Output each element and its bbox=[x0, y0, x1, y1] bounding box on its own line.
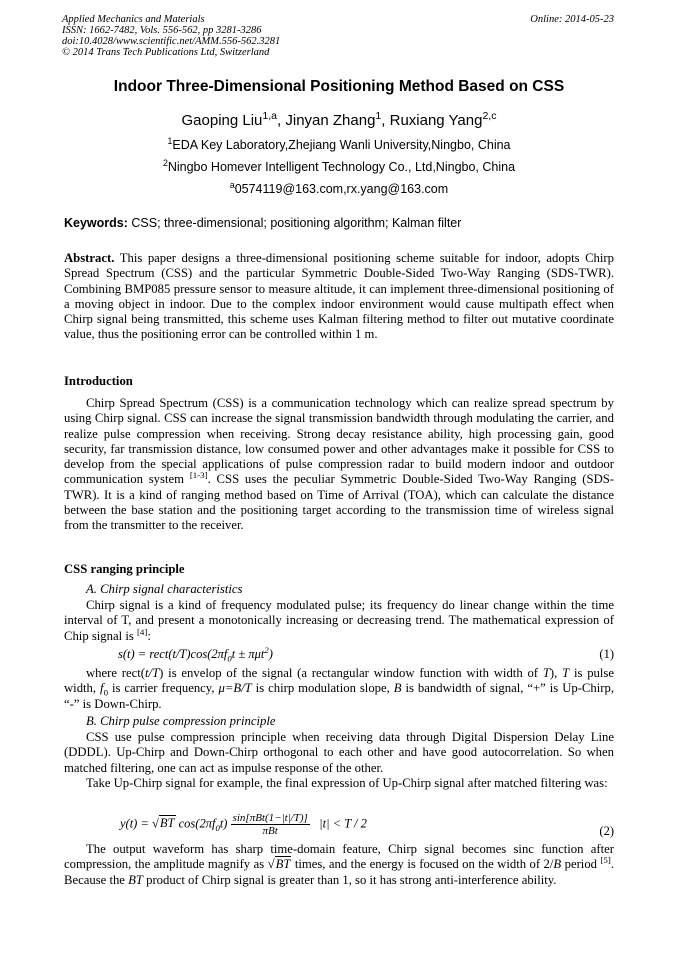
issn-line: ISSN: 1662-7482, Vols. 556-562, pp 3281-3286 bbox=[62, 25, 262, 36]
ranging-heading: CSS ranging principle bbox=[64, 562, 185, 576]
journal-header bbox=[62, 14, 280, 58]
paper-title: Indoor Three-Dimensional Positioning Method Based on CSS bbox=[113, 78, 565, 95]
equation-1-explanation: where rect(t/T) is envelop of the signal (a rectangular window function with width of T), T is pulse width, $f_0$ is carrier frequency, μ=B/T is chirp modulation slope, B is bandwidth of signal, “+” is Up-Chirp, “-” is Down-Chirp. bbox=[64, 666, 614, 711]
subsection-b-heading: B. Chirp pulse compression principle bbox=[86, 714, 276, 728]
affiliation-2: $^2$Ningbo Homever Intelligent Technology Co., Ltd,Ningbo, China bbox=[162, 157, 516, 174]
subsection-a-heading: A. Chirp signal characteristics bbox=[86, 582, 243, 596]
keywords bbox=[64, 216, 461, 230]
copyright-line: © 2014 Trans Tech Publications Ltd, Switzerland bbox=[62, 47, 270, 58]
equation-2 bbox=[0, 810, 678, 846]
citation: [4] bbox=[136, 626, 148, 637]
equation-1-body: $s(t) = rect(t/T)\cos(2\pi f_0t \pm \pi\mu t^2)$ bbox=[118, 644, 273, 664]
online-date: Online: 2014-05-23 bbox=[530, 14, 614, 25]
abstract-label: Abstract. bbox=[64, 251, 115, 265]
author-sup: 1,a bbox=[262, 110, 278, 122]
journal-name: Applied Mechanics and Materials bbox=[62, 14, 205, 25]
equation-2-body: y(t) = √BT $\cos(2\pi f_0t)$ $\frac{\text{sin[πBt(1−|t|/T)]}}{\text{πBt}}$ |t| < T / 2 bbox=[120, 812, 367, 837]
equation-2-fraction: $\frac{\text{sin[πBt(1−|t|/T)]}}{\text{πBt}}$ bbox=[232, 812, 308, 837]
affiliation-1: $^1$EDA Key Laboratory,Zhejiang Wanli University,Ningbo, China bbox=[167, 135, 511, 152]
introduction-heading: Introduction bbox=[64, 374, 133, 388]
author-name: Jinyan Zhang bbox=[285, 112, 376, 129]
equation-2-condition: |t| < T / 2 bbox=[319, 816, 367, 831]
author-list: Gaoping Liu$^{1,a}$, Jinyan Zhang$^1$, Ruxiang Yang$^{2,c}$ bbox=[181, 110, 497, 129]
abstract-text: This paper designs a three-dimensional positioning scheme suitable for indoor, adopts Chirp Spread Spectrum (CSS) and the particular Symmetric Double-Sided Two-Way Ranging (SDS-TWR). Combining BMP085 pressure sensor to measure altitude, it can implement three-dimensional positioning of a moving object in indoor. Due to the complex indoor environment would cause multipath effect when Chirp signal being transmitted, this scheme uses Kalman filtering method to filter out mutative coordinate value, thus the positioning error can be controlled within 1 m. bbox=[64, 251, 614, 342]
keywords-label: Keywords: bbox=[64, 216, 128, 230]
chirp-characteristics-text: Chirp signal is a kind of frequency modulated pulse; its frequency do linear change within the time interval of T, and present a monotonically increasing or decreasing trend. The mathematical expression of Chip signal is [4]: bbox=[64, 598, 614, 643]
author-name: Ruxiang Yang bbox=[389, 112, 483, 129]
author-name: Gaoping Liu bbox=[181, 112, 263, 129]
equation-2-number: (2) bbox=[599, 824, 614, 838]
output-waveform-text: The output waveform has sharp time-domain feature, Chirp signal becomes sinc function after compression, the amplitude magnify as √BT times, and the energy is focused on the width of 2/B period [5]. Because the BT product of Chirp signal is greater than 1, so it has strong anti-interference ability. bbox=[64, 842, 614, 887]
introduction-text: Chirp Spread Spectrum (CSS) is a communication technology which can realize spread spectrum by using Chirp signal. CSS can increase the signal transmission bandwidth through modulating the carrier, and realize pulse compression when receiving. Strong decay resistance ability, high processing gain, good security, far transmission distance, low consumed power and other advantages make it possible for CSS to develop from the special applications of pulse compression radar to build modern indoor and outdoor communication system [1-3]. CSS uses the peculiar Symmetric Double-Sided Two-Way Ranging (SDS-TWR). It is a kind of ranging method based on Time of Arrival (TOA), which can calculate the distance between the base station and the positioning target according to the transmission time of wireless signal from the transmitter to the receiver. bbox=[64, 396, 615, 533]
abstract bbox=[64, 251, 614, 343]
author-sup: 2,c bbox=[482, 110, 497, 122]
citation: [1-3] bbox=[189, 470, 208, 481]
keywords-text: CSS; three-dimensional; positioning algorithm; Kalman filter bbox=[131, 216, 462, 230]
equation-1-number: (1) bbox=[599, 647, 614, 661]
pulse-compression-text: CSS use pulse compression principle when receiving data through Digital Dispersion Delay Line (DDDL). Up-Chirp and Down-Chirp orthogonal to each other and have good autocorrelation. So when matched filtering, one can act as impulse response of the other. Take Up-Chirp signal for example, the final expression of Up-Chirp signal after matched filtering was: bbox=[64, 730, 614, 790]
author-emails: $^a$0574119@163.com,rx.yang@163.com bbox=[229, 179, 449, 196]
author-sup: 1 bbox=[375, 110, 382, 122]
citation: [5] bbox=[600, 855, 611, 866]
doi-line: doi:10.4028/www.scientific.net/AMM.556-562.3281 bbox=[62, 36, 281, 47]
